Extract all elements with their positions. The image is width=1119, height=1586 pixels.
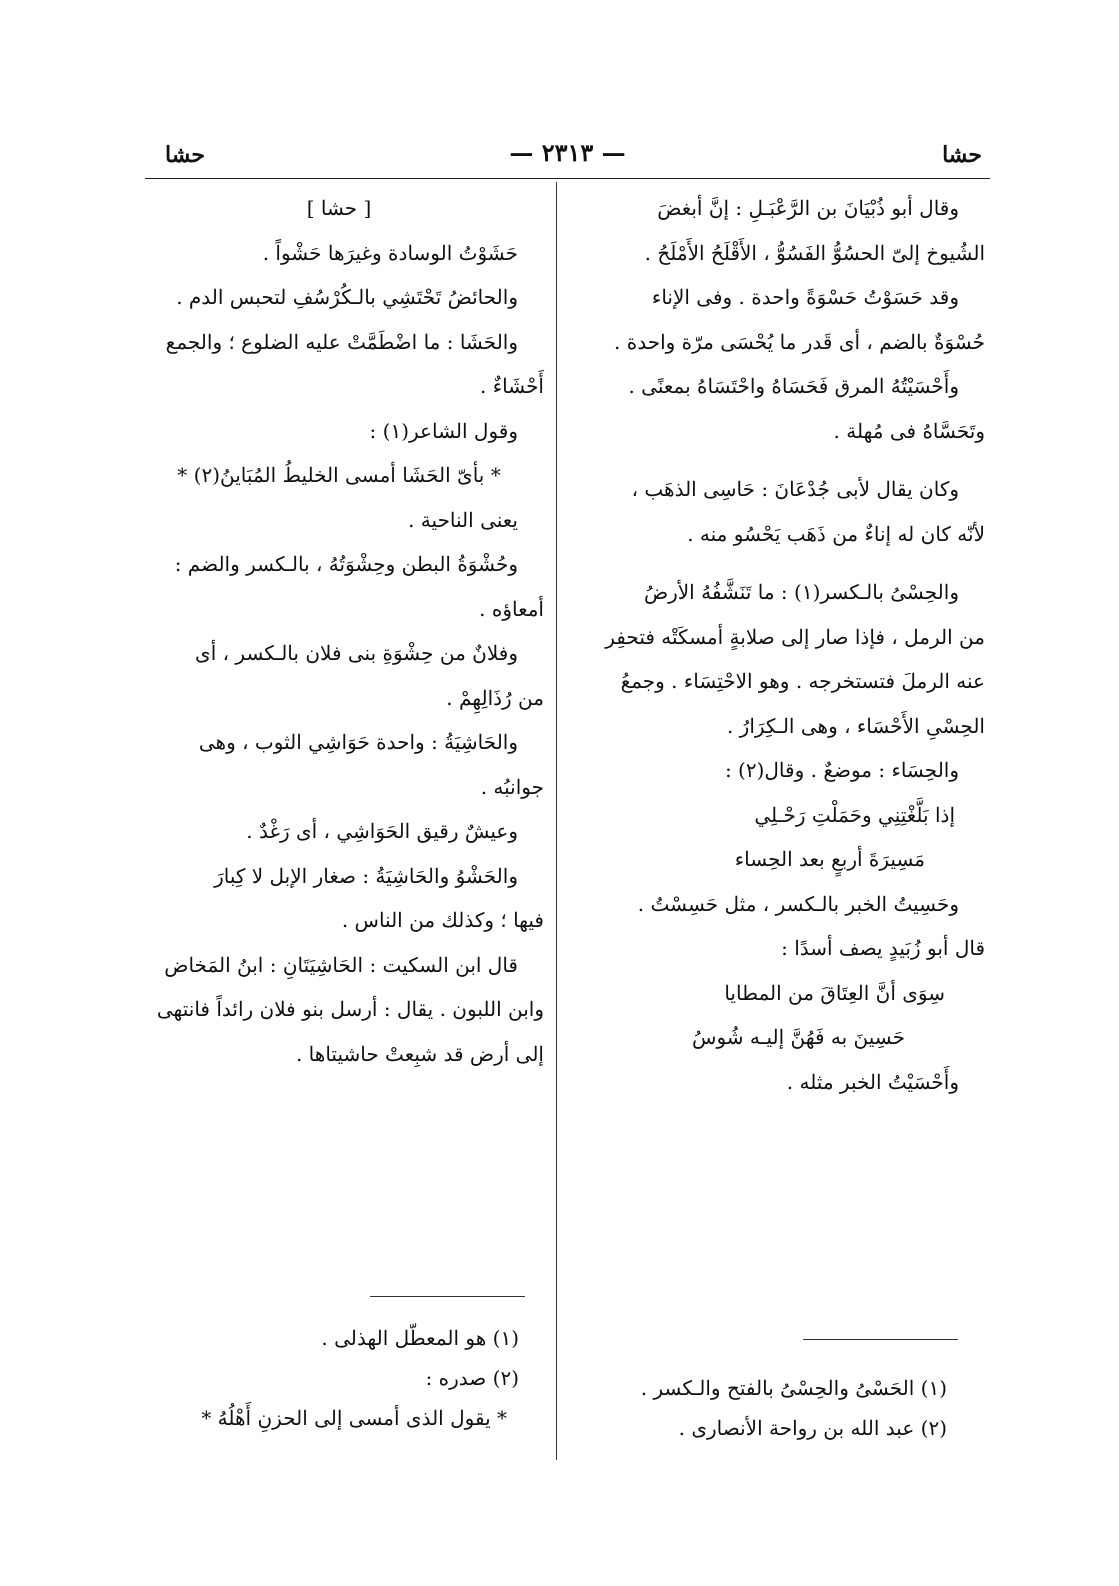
text-line: الشُيوخ إلىّ الحسُوُّ الفَسُوُّ ، الأَقْلَحُ الأَمْلَحُ . (644, 240, 985, 265)
footnote: (١) الحَسْىُ والحِسْىُ بالفتح والـكسر . (640, 1376, 947, 1400)
text-line: عنه الرملَ فتستخرجه . وهو الاحْتِسَاء . وجمعُ (620, 669, 985, 693)
text-line: إلى أرض قد شبِعتْ حاشيتاها . (295, 1041, 544, 1066)
entry-heading: [ حشا ] (306, 196, 372, 220)
text-line: والحِسَاء : موضعٌ . وقال(٢) : (724, 758, 959, 782)
text-line: أمعاؤه . (479, 596, 544, 621)
text-line: أَحْشَاءٌ . (480, 374, 544, 398)
text-line: وحَسِيتُ الخبر بالـكسر ، مثل حَسِسْتُ . (637, 891, 959, 916)
text-line: وقول الشاعر(١) : (369, 418, 518, 443)
header-right-word: حشا (942, 142, 982, 168)
text-line: وقال أبو ذُبْيَانَ بن الرَّعْبَـلِ : إنَّ أبغضَ (657, 196, 959, 220)
text-line: وحُشْوَةُ البطن وحِشْوَتُهُ ، بالـكسر والضم : (174, 552, 518, 576)
verse-line: إذا بَلَّغْتِنِي وحَمَلْتِ رَحْـلِي (754, 802, 955, 827)
text-line: حُسْوَةٌ بالضم ، أى قَدر ما يُحْسَى مرّة واحدة . (614, 329, 985, 354)
text-line: والحِسْىُ بالـكسر(١) : ما تَنَشَّفُهُ الأرضُ (643, 580, 959, 604)
verse-line: حَسِينَ به فَهُنَّ إليـه شُوسُ (692, 1025, 905, 1049)
left-column (134, 186, 544, 1076)
text-line: وابن اللبون . يقال : أرسل بنو فلان رائداً فانتهى (156, 997, 544, 1021)
header-left-word: حشا (165, 142, 205, 168)
text-line: لأنّه كان له إناءٌ من ذَهَب يَحْسُو منه . (687, 521, 985, 546)
text-line: وفلانٌ من حِشْوَةِ بنى فلان بالـكسر ، أى (195, 641, 518, 665)
text-line: الحِسْىِ الأَحْسَاء ، وهى الـكِرَارُ . (726, 713, 985, 738)
page-number: — ٢٣١٣ — (509, 138, 626, 167)
footnote: (٢) عبد الله بن رواحة الأنصارى . (678, 1416, 947, 1440)
verse-line: سِوَى أنَّ العِتَاقَ من المطايا (724, 980, 945, 1005)
column-divider (556, 182, 557, 1460)
text-line: وأَحْسَيْتُ الخبر مثله . (786, 1069, 959, 1094)
text-line: جوانبُه . (480, 774, 544, 799)
text-line: حَشَوْتُ الوسادة وغيرَها حَشْواً . (262, 240, 518, 265)
text-line: وقد حَسَوْتُ حَسْوَةً واحدة . وفى الإناء (651, 285, 959, 309)
text-line: يعنى الناحية . (408, 507, 518, 532)
page-header (145, 138, 990, 174)
text-line: والحَاشِيَةُ : واحدة حَوَاشِي الثوب ، وهى (198, 730, 518, 754)
text-line: من الرمل ، فإذا صار إلى صلابةٍ أمسكَتْه فتحفِر (605, 624, 985, 649)
footnote: (١) هو المعطّل الهذلى . (321, 1326, 519, 1350)
verse-line: مَسِيرَةَ أربعٍ بعد الحِساء (734, 847, 925, 871)
verse-line: * بأىّ الحَشَا أمسى الخليطُ المُبَاينُ(٢) * (177, 463, 501, 487)
text-line: وعيشٌ رقيق الحَوَاشِي ، أى رَغْدٌ . (246, 819, 518, 843)
footnote-rule-right (803, 1339, 958, 1340)
text-line: وتَحَسَّاهُ فى مُهلة . (833, 418, 985, 443)
text-line: والحَشَا : ما اضْطَمَّتْ عليه الضلوع ؛ والجمع (165, 329, 518, 354)
text-line: قال أبو زُبَيدٍ يصف أسدًا : (781, 936, 985, 960)
footnotes-right (567, 1368, 947, 1448)
footnote-rule-left (370, 1296, 525, 1297)
text-line: قال ابن السكيت : الحَاشِيَتَانِ : ابنُ المَخاض (164, 952, 518, 977)
header-rule (145, 178, 990, 179)
text-line: وكان يقال لأبى جُدْعَانَ : حَاسِى الذهَب ، (631, 477, 959, 501)
text-line: من رُذَالِهِمْ . (446, 685, 544, 710)
text-line: فيها ؛ وكذلك من الناس . (341, 908, 544, 932)
footnote: (٢) صدره : (425, 1366, 519, 1390)
right-column (575, 186, 985, 1104)
footnote: * يقول الذى أمسى إلى الحزنِ أَهْلُهُ * (201, 1406, 507, 1430)
footnotes-left (119, 1318, 519, 1438)
text-line: وأَحْسَيْتُهُ المرق فَحَسَاهُ واحْتَسَاهُ بمعنًى . (628, 374, 959, 398)
text-line: والحائضُ تَحْتَشِي بالـكُرْسُفِ لتحبس الدم . (176, 285, 518, 309)
text-line: والحَشْوُ والحَاشِيَةُ : صغار الإبل لا كِبارَ (214, 863, 518, 888)
